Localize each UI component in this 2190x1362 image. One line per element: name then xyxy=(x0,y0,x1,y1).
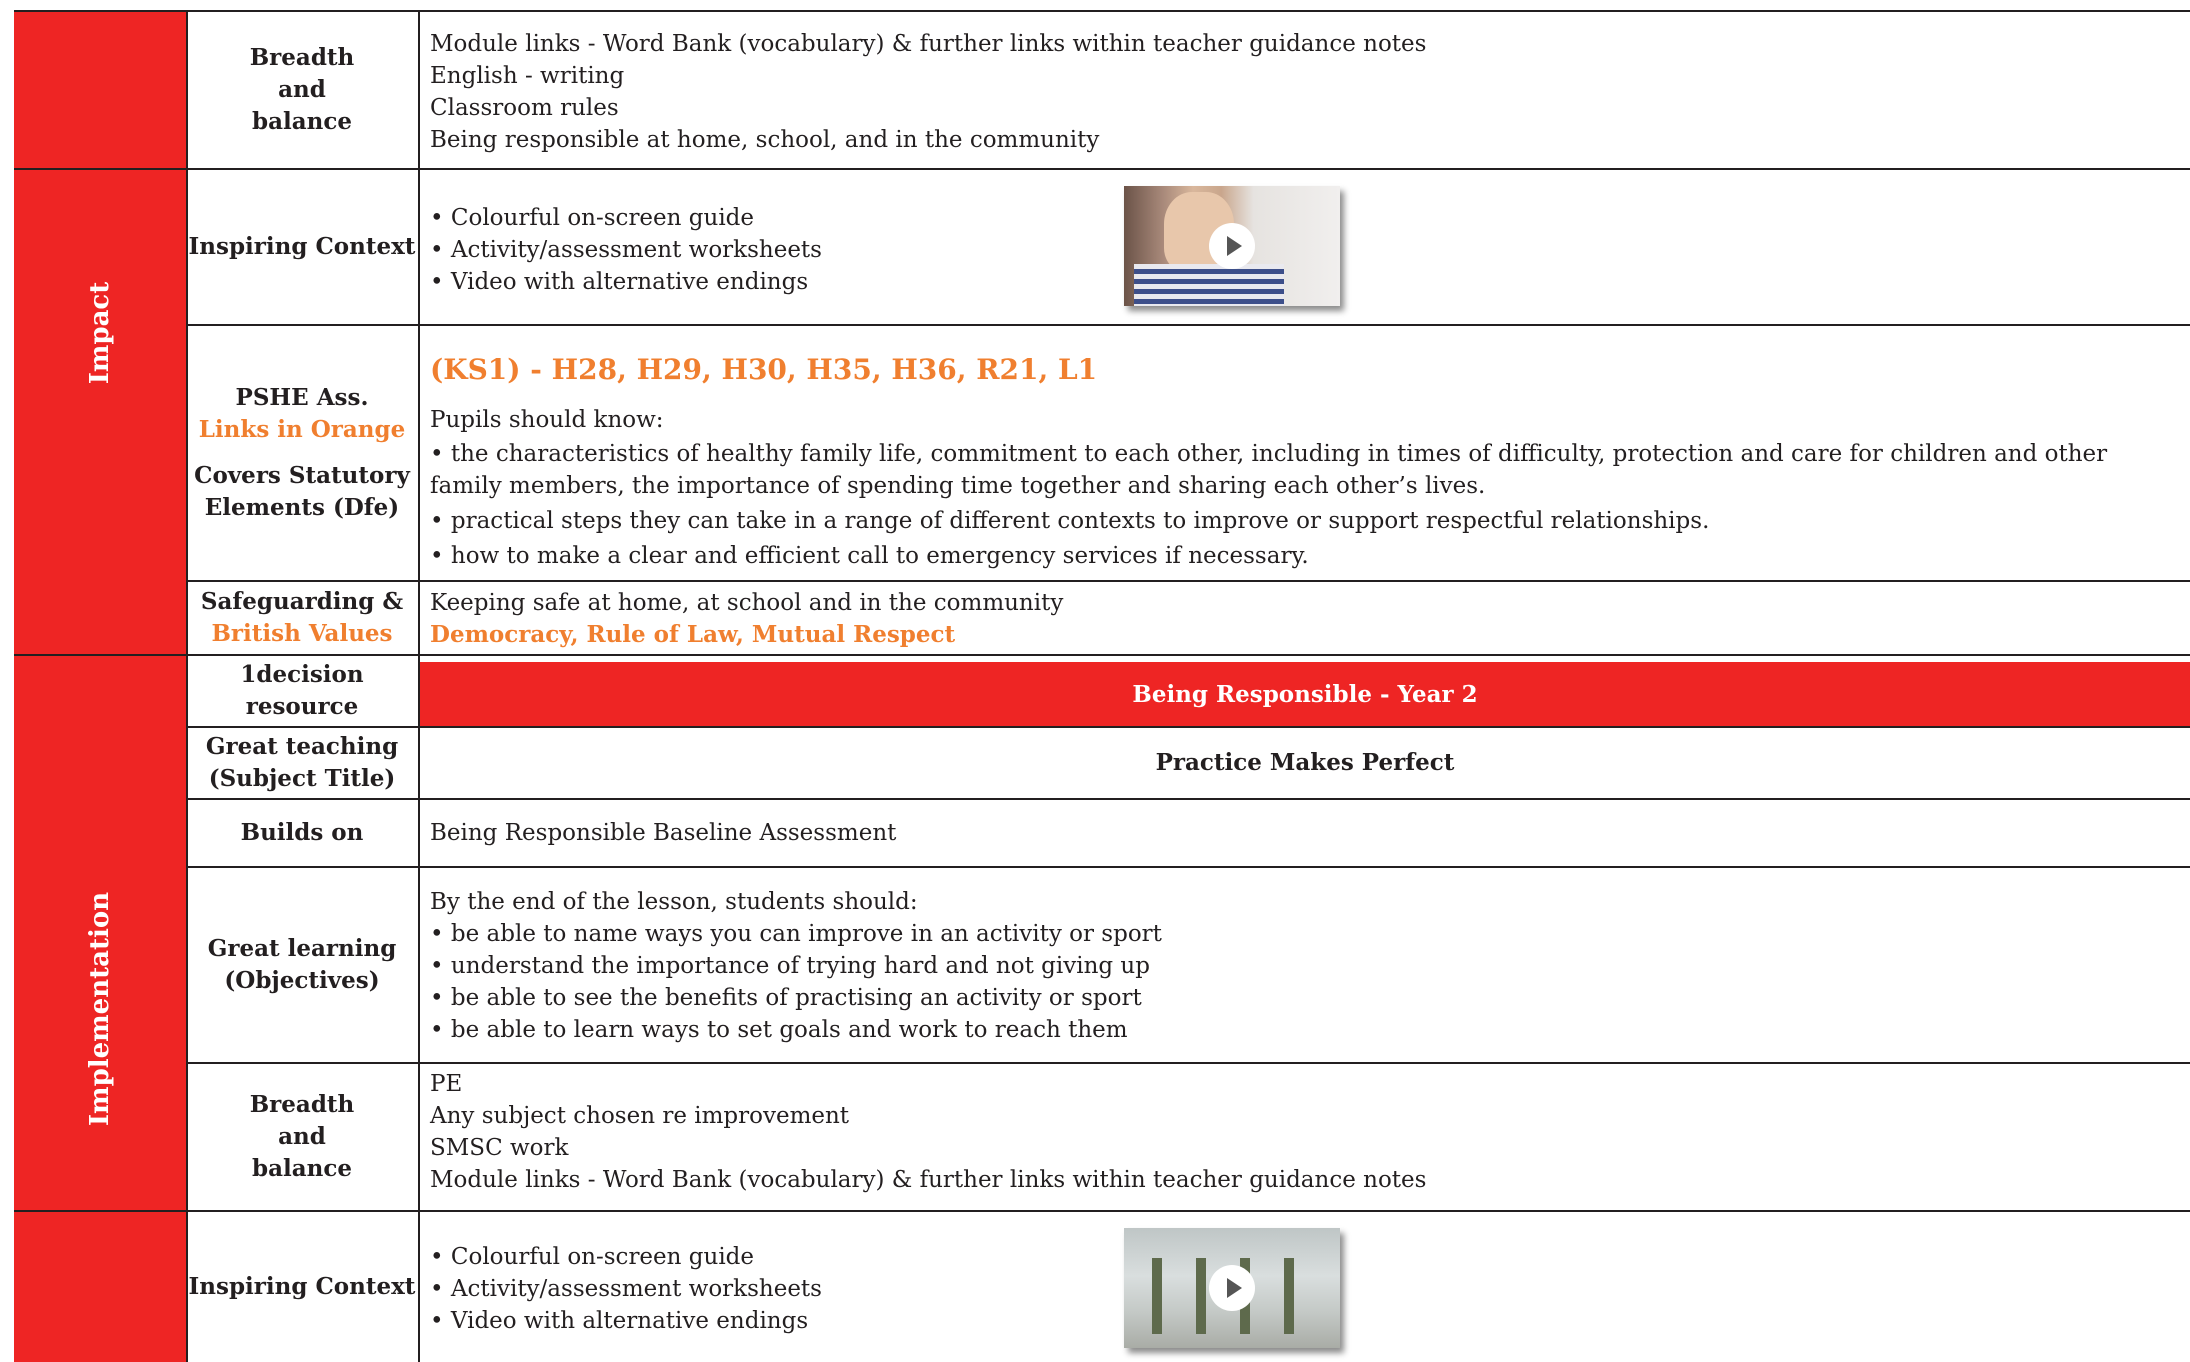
row-label-great-teaching: Great teaching (Subject Title) xyxy=(205,733,399,792)
section-implementation xyxy=(14,656,186,1362)
row-label-builds-on: Builds on xyxy=(240,819,364,846)
text-line: Keeping safe at home, at school and in the community xyxy=(430,590,1064,616)
text-line: Any subject chosen re improvement xyxy=(430,1103,850,1129)
bullet-item: • be able to name ways you can improve in an activity or sport xyxy=(430,921,1162,947)
grid-line xyxy=(188,324,2190,326)
thumbnail-shirt xyxy=(1134,264,1284,306)
grid-line xyxy=(188,1062,2190,1064)
bullet-item: • how to make a clear and efficient call to emergency services if necessary. xyxy=(430,543,1309,569)
bullet-item: • Activity/assessment worksheets xyxy=(430,237,822,263)
section-label-impact: Impact xyxy=(85,281,115,385)
text-line: PE xyxy=(430,1071,463,1097)
text-line: Being responsible at home, school, and in the community xyxy=(430,127,1100,153)
row-label-pshe: PSHE Ass. Links in Orange Covers Statutory Elements (Dfe) xyxy=(194,384,410,521)
video-thumbnail-girl[interactable] xyxy=(1124,186,1340,306)
bullet-item: • Activity/assessment worksheets xyxy=(430,1276,822,1302)
bullet-item: • Video with alternative endings xyxy=(430,1308,809,1334)
row-label-safeguarding: Safeguarding & British Values xyxy=(200,588,404,647)
bullet-item: • understand the importance of trying hard and not giving up xyxy=(430,953,1150,979)
row-label-great-learning: Great learning (Objectives) xyxy=(207,935,397,994)
bullet-item: • Video with alternative endings xyxy=(430,269,809,295)
bullet-item: • be able to see the benefits of practising an activity or sport xyxy=(430,985,1142,1011)
play-icon[interactable] xyxy=(1209,223,1255,269)
section-impact xyxy=(14,12,186,654)
pshe-content xyxy=(430,352,2176,572)
row-label-resource: 1decision resource xyxy=(240,661,364,720)
text-line: Module links - Word Bank (vocabulary) & further links within teacher guidance notes xyxy=(430,1167,1427,1193)
section-label-implementation: Implementation xyxy=(85,891,115,1127)
great-learning-content xyxy=(430,886,2190,1046)
row-label-inspiring-context-2: Inspiring Context xyxy=(188,1273,416,1300)
grid-line xyxy=(188,866,2190,868)
breadth-balance-content xyxy=(430,28,2190,156)
british-values: Democracy, Rule of Law, Mutual Respect xyxy=(430,621,956,648)
objectives-intro: By the end of the lesson, students should: xyxy=(430,889,918,915)
row-label-breadth-balance-2: Breadth and balance xyxy=(249,1091,355,1182)
text-line: Classroom rules xyxy=(430,95,619,121)
play-icon[interactable] xyxy=(1209,1265,1255,1311)
breadth-balance-2-content xyxy=(430,1068,2190,1196)
row-label-inspiring-context: Inspiring Context xyxy=(188,233,416,260)
video-thumbnail-dance-studio[interactable] xyxy=(1124,1228,1340,1348)
pshe-intro: Pupils should know: xyxy=(430,407,664,433)
resource-title-bar: Being Responsible - Year 2 xyxy=(420,662,2190,726)
bullet-item: • Colourful on-screen guide xyxy=(430,205,755,231)
subject-title: Practice Makes Perfect xyxy=(1155,749,1455,776)
builds-on-content: Being Responsible Baseline Assessment xyxy=(430,820,897,846)
bullet-item: • Colourful on-screen guide xyxy=(430,1244,755,1270)
pshe-heading: (KS1) - H28, H29, H30, H35, H36, R21, L1 xyxy=(430,353,1098,386)
bullet-item: • practical steps they can take in a range of different contexts to improve or support respectful relationships. xyxy=(430,508,1710,534)
grid-line xyxy=(188,580,2190,582)
bullet-item: • the characteristics of healthy family life, commitment to each other, including in times of difficulty, protection and care for children and other family members, the importance of spending time together and sharing each other’s lives. xyxy=(430,441,2108,499)
bullet-item: • be able to learn ways to set goals and work to reach them xyxy=(430,1017,1128,1043)
text-line: English - writing xyxy=(430,63,625,89)
text-line: SMSC work xyxy=(430,1135,569,1161)
row-label-breadth-balance: Breadth and balance xyxy=(249,44,355,135)
safeguarding-content xyxy=(430,587,2190,651)
text-line: Module links - Word Bank (vocabulary) & further links within teacher guidance notes xyxy=(430,31,1427,57)
